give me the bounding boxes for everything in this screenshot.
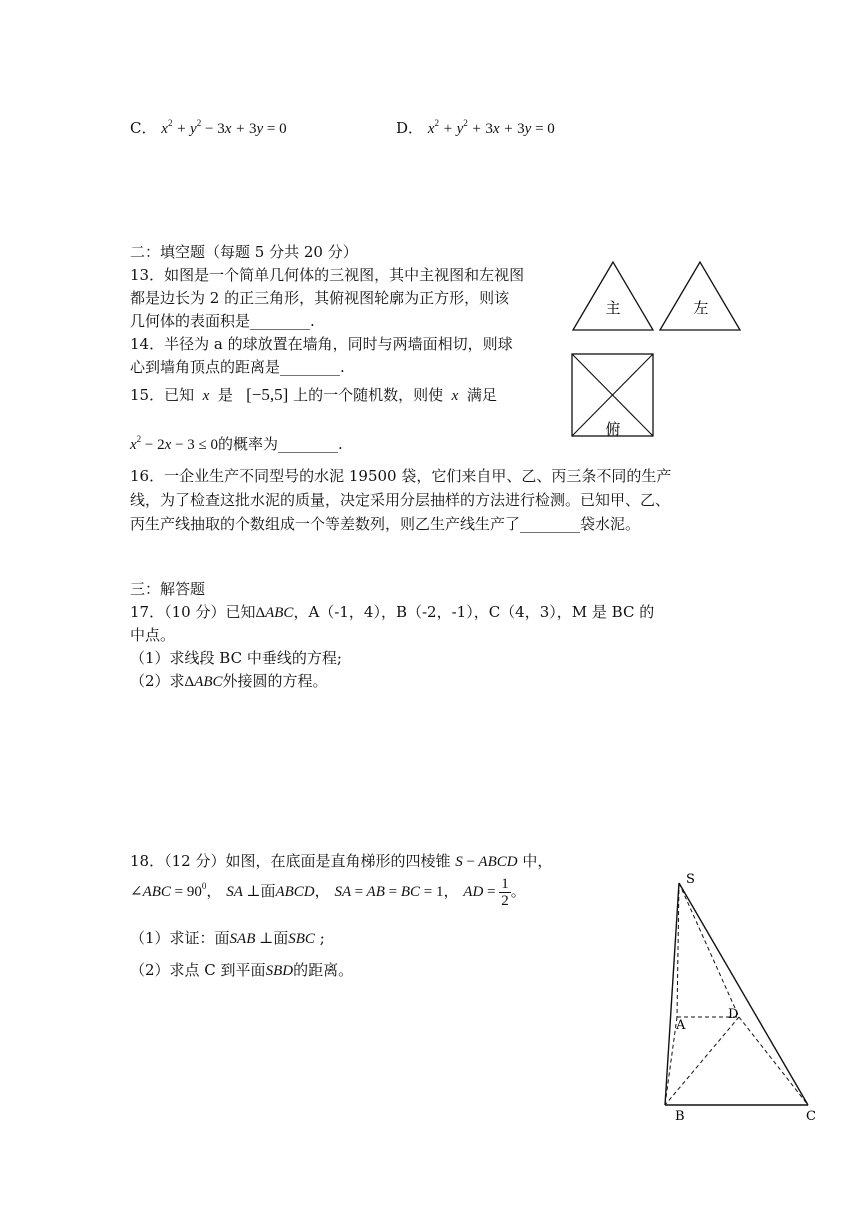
q14-line1: 14．半径为 a 的球放置在墙角，同时与两墙面相切，则球 (130, 335, 513, 353)
q15-prefix: 15．已知 (130, 386, 195, 404)
q17-line1: 17．（10 分）已知ΔABC，A（-1，4），B（-2，-1），C（4，3），M 是 BC 的 (130, 603, 655, 621)
left-view-label: 左 (693, 299, 709, 317)
front-view-triangle (573, 262, 653, 330)
q15-line2 (130, 432, 343, 457)
q13-line3: 几何体的表面积是________. (130, 312, 315, 330)
q17-part1: （1）求线段 BC 中垂线的方程; (130, 649, 342, 667)
left-view-triangle (660, 262, 740, 330)
vertex-b-label: B (675, 1109, 685, 1124)
q15-suffix: 的概率为________. (218, 435, 343, 453)
q17-prefix: 17．（10 分）已知 (130, 603, 256, 621)
q18-part1: （1）求证：面SAB ⊥面SBC ; (130, 929, 325, 947)
option-d-label: D． (396, 119, 424, 137)
option-c-formula: $x^2 + y^2 - 3x + 3y = 0$ (161, 118, 287, 137)
section2-title: 二：填空题（每题 5 分共 20 分） (130, 243, 358, 261)
option-d-formula: $x^2 + y^2 + 3x + 3y = 0$ (427, 118, 555, 137)
q16-line2: 线，为了检查这批水泥的质量，决定采用分层抽样的方法进行检测。已知甲、乙、 (130, 491, 671, 509)
q16-line3: 丙生产线抽取的个数组成一个等差数列，则乙生产线生产了________袋水泥。 (130, 515, 641, 533)
q13-line1: 13．如图是一个简单几何体的三视图，其中主视图和左视图 (130, 266, 525, 284)
vertex-a-label: A (676, 1018, 686, 1033)
q16-line1: 16．一企业生产不同型号的水泥 19500 袋，它们来自甲、乙、丙三条不同的生产 (130, 467, 672, 485)
q15-mid3: 满足 (466, 386, 497, 404)
vertex-d-label: D (728, 1007, 739, 1022)
q17-part2: （2）求ΔABC外接圆的方程。 (130, 672, 328, 690)
q15-mid2: 上的一个随机数，则使 (293, 386, 444, 404)
q15-mid1: 是 (217, 386, 233, 404)
pyramid-figure (655, 866, 825, 1136)
q14-line2: 心到墙角顶点的距离是________. (130, 358, 345, 376)
vertex-c-label: C (806, 1109, 816, 1124)
option-c-label: C． (130, 119, 157, 137)
q18-part2: （2）求点 C 到平面SBD的距离。 (130, 961, 354, 979)
q15-inequality: $x^2 - 2x - 3 \le 0$ (130, 434, 219, 453)
option-d (396, 116, 555, 141)
q15-line1: 15．已知 x 是 [−5,5] 上的一个随机数，则使 x 满足 (130, 385, 497, 404)
option-c (130, 116, 287, 141)
front-view-label: 主 (605, 299, 621, 317)
vertex-s-label: S (686, 872, 695, 887)
q13-line2: 都是边长为 2 的正三角形，其俯视图轮廓为正方形，则该 (130, 289, 510, 307)
three-views-figure (565, 258, 750, 443)
section3-title: 三：解答题 (130, 580, 206, 598)
top-view-label: 俯 (605, 420, 621, 438)
q18-line1: 18．（12 分）如图，在底面是直角梯形的四棱锥 S − ABCD 中， (130, 852, 553, 870)
q17-line2: 中点。 (130, 626, 176, 644)
q17-suffix: ，A（-1，4），B（-2，-1），C（4，3），M 是 BC 的 (293, 603, 655, 621)
q15-interval: [−5,5] (237, 385, 289, 404)
q18-line2: ∠ABC = $90^0$， SA ⊥面ABCD， SA = AB = BC = 1， AD = $\frac{1}{2}$ 。 (130, 876, 526, 909)
